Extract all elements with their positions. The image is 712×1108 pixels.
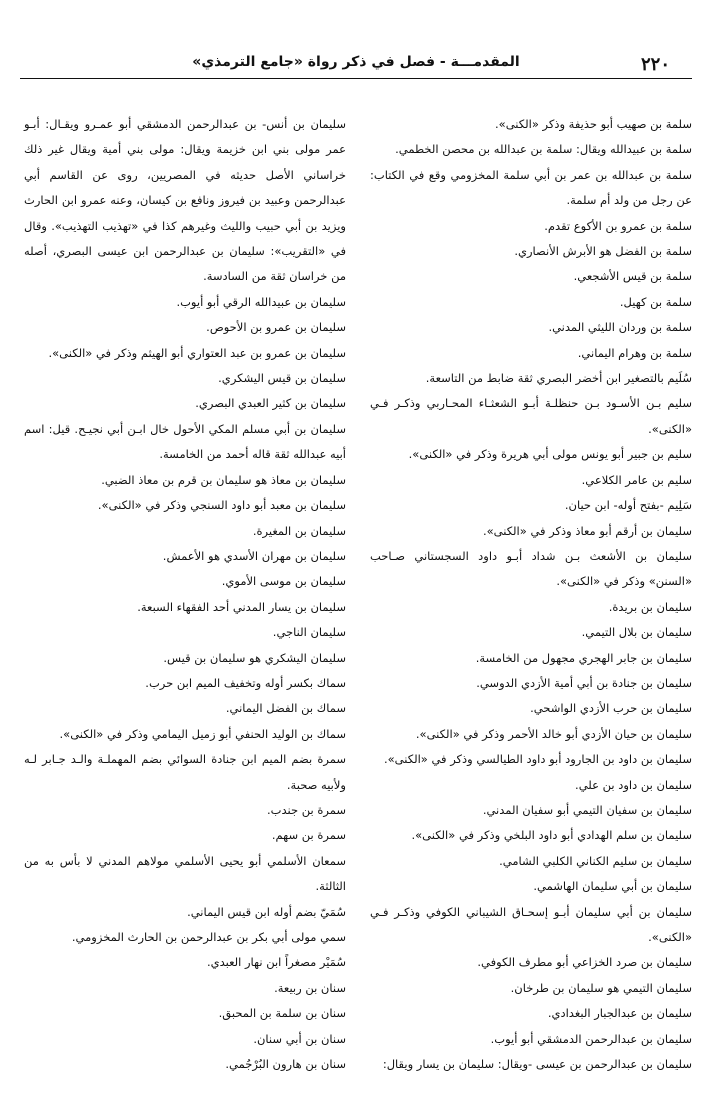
list-item: سلمة بن وردان الليثي المدني. [548, 320, 692, 335]
list-item: سلمة بن كهيل. [619, 294, 692, 309]
list-item: سلمة بن قيس الأشجعي. [573, 269, 692, 284]
list-item: سليمان بن معاذ هو سليمان بن قرم بن معاذ الضبي. [101, 472, 346, 487]
list-item: سليمان بن عبيدالله الرقي أبو أيوب. [176, 294, 346, 309]
list-item: سلمة بن عبدالله بن عمر بن أبي سلمة المخزومي وقع في الكتاب: عن رجل من ولد أم سلمة. [370, 167, 692, 208]
list-item: سليمان بن بلال التيمي. [581, 625, 692, 640]
list-item: سليمان بن الأشعث بـن شداد أبـو داود السجستاني صـاحب «السنن» وذكر في «الكنى». [370, 548, 692, 589]
list-item: سليمان بن داود بن علي. [575, 777, 692, 792]
list-item: سُمَيّ بضم أوله ابن قيس اليماني. [187, 904, 346, 919]
list-item: سليمان بن كثير العبدي البصري. [195, 396, 346, 411]
list-item: سليمان بن أرقم أبو معاذ وذكر في «الكنى». [482, 523, 692, 538]
list-item: سليم بـن الأسـود بـن حنظلـة أبـو الشعثـاء المحـاربي وذكـر فـي «الكنى». [370, 396, 692, 436]
list-item: سليمان بن قيس اليشكري. [218, 371, 346, 386]
list-item: سليمان اليشكري هو سليمان بن قيس. [163, 650, 346, 665]
list-item: سليمان بن حرب الأزدي الواشحي. [530, 701, 692, 716]
list-item: سماك بكسر أوله وتخفيف الميم ابن حرب. [145, 675, 346, 690]
list-item: سليمان بن عمرو بن عبد العتواري أبو الهيثم وذكر في «الكنى». [48, 345, 346, 360]
list-item: سليمان بن جنادة بن أبي أمية الأزدي الدوسي. [476, 675, 692, 690]
list-item: سليمان بن جابر الهجري مجهول من الخامسة. [475, 650, 692, 665]
left-column [24, 112, 346, 1077]
list-item: سليم بن عامر الكلاعي. [581, 472, 692, 487]
list-item: سمعان الأسلمي أبو يحيى الأسلمي مولاهم المدني لا بأس به من الثالثة. [24, 853, 346, 894]
list-item: سليمان بن سفيان التيمي أبو سفيان المدني. [482, 802, 692, 817]
list-item: سَلِيم -بفتح أوله- ابن حيان. [564, 498, 692, 513]
list-item: سنان بن ربيعة. [274, 980, 346, 995]
list-item: سليمان بن عمرو بن الأحوص. [206, 320, 346, 335]
list-item: سلمة بن وهرام اليماني. [577, 345, 692, 360]
list-item: سليمان بن عبدالرحمن بن عيسى -ويقال: سليمان بن يسار ويقال: [382, 1057, 692, 1072]
right-column [370, 112, 692, 1077]
list-item: سليمان بن صرد الخزاعي أبو مطرف الكوفي. [477, 955, 692, 970]
list-item: سنان بن هارون البُرْجُمي. [225, 1057, 346, 1072]
list-item: سليمان بن بريدة. [608, 599, 692, 614]
list-item: سليمان بن أبي سليمان الهاشمي. [533, 879, 692, 894]
list-item: سمرة بن جندب. [266, 802, 346, 817]
list-item: سُلَيم بالتصغير ابن أخضر البصري ثقة ضابط من التاسعة. [425, 371, 692, 386]
page-header [20, 48, 692, 79]
list-item: سماك بن الوليد الحنفي أبو زميل اليمامي وذكر في «الكنى». [59, 726, 346, 741]
list-item: سليمان بن أبي مسلم المكي الأحول خال ابـن أبي نجيـح. قيل: اسم أبيه عبدالله ثقة قاله أحمد من الخامسة. [24, 421, 346, 462]
list-item: سليمان بن المغيرة. [252, 523, 346, 538]
list-item: سلمة بن الفضل هو الأبرش الأنصاري. [514, 244, 692, 259]
list-item: سليمان التيمي هو سليمان بن طرخان. [510, 980, 692, 995]
list-item: سليمان بن يسار المدني أحد الفقهاء السبعة. [137, 599, 346, 614]
list-item: سليمان الناجي. [272, 625, 346, 640]
list-item: سُمَيْر مصغراً ابن نهار العبدي. [206, 955, 346, 970]
list-item: سليمان بن عبدالجبار البغدادي. [547, 1006, 692, 1021]
running-title: المقدمـــة - فصل في ذكر رواة «جامع الترمذي» [192, 54, 520, 70]
list-item: سليم بن جبير أبو يونس مولى أبي هريرة وذكر في «الكنى». [408, 447, 692, 462]
list-item: سمي مولى أبي بكر بن عبدالرحمن بن الحارث المخزومي. [71, 930, 346, 944]
list-item: سليمان بن موسى الأموي. [221, 574, 346, 589]
list-item: سنان بن أبي سنان. [253, 1031, 346, 1046]
list-item: سليمان بن معبد أبو داود السنجي وذكر في «الكنى». [97, 498, 346, 513]
page-number: ٢٢٠ [640, 54, 670, 75]
list-item: سنان بن سلمة بن المحبق. [218, 1006, 346, 1021]
list-item: سليمان بن أنس- بن عبدالرحمن الدمشقي أبو عمـرو ويقـال: أبـو عمر مولى بني ابن خزيمة ويقال: مولى بني أمية ويقال غير ذلك خراساني الأصل حديثه في المصريين، روى عن القاسم أبي عبدالرحمن وعبيد بن فيروز ونافع بن كيسان، وعنه عمرو ابن الحارث ويزيد بن أبي حبيب والليث وغيرهم كذا في «تهذيب التهذيب». وقال في «التقريب»: سليمان بن عبدالرحمن ابن عيسى البصري، أصله من خراسان ثقة من السادسة. [24, 117, 346, 284]
list-item: سليمان بن مهران الأسدي هو الأعمش. [162, 548, 346, 563]
list-item: سماك بن الفضل اليماني. [225, 701, 346, 716]
list-item: سليمان بن عبدالرحمن الدمشقي أبو أيوب. [490, 1031, 692, 1046]
list-item: سلمة بن عبيدالله ويقال: سلمة بن عبدالله بن محصن الخطمي. [395, 142, 692, 157]
list-item: سلمة بن صهيب أبو حذيفة وذكر «الكنى». [495, 117, 692, 131]
list-item: سلمة بن عمرو بن الأكوع تقدم. [544, 218, 692, 233]
list-item: سليمان بن سلم الهدادي أبو داود البلخي وذكر في «الكنى». [411, 828, 692, 843]
list-item: سليمان بن داود بن الجارود أبو داود الطيالسي وذكر في «الكنى». [383, 752, 692, 767]
list-item: سليمان بن سليم الكناني الكلبي الشامي. [499, 853, 692, 868]
list-item: سمرة بضم الميم ابن جنادة السوائي بضم المهملـة والـد جـابر لـه ولأبيه صحبة. [24, 752, 346, 792]
list-item: سمرة بن سهم. [271, 828, 346, 843]
list-item: سليمان بن حيان الأزدي أبو خالد الأحمر وذكر في «الكنى». [415, 726, 692, 741]
list-item: سليمان بن أبي سليمان أبـو إسحـاق الشيباني الكوفي وذكـر فـي «الكنى». [370, 904, 692, 944]
